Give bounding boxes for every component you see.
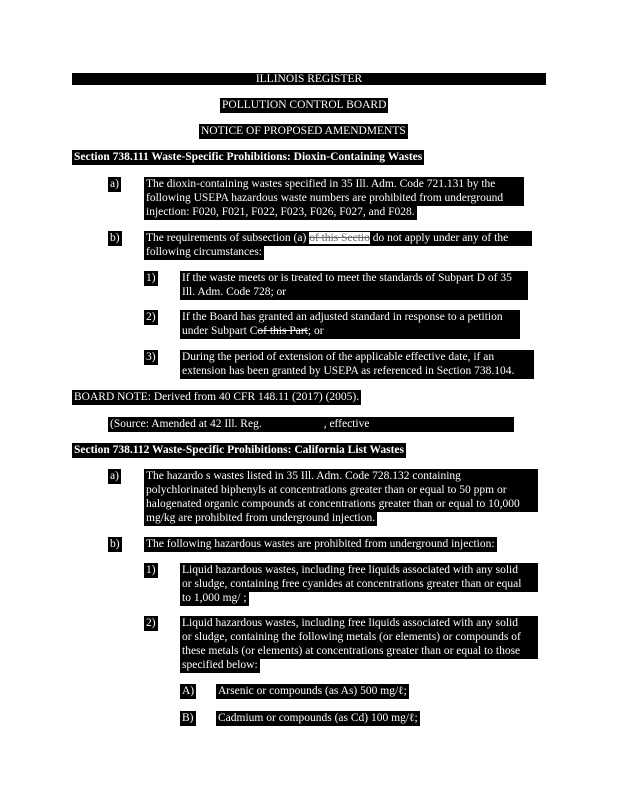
board-note: BOARD NOTE: Derived from 40 CFR 148.11 (2017) (2005). [74, 391, 360, 403]
s112-a-label: a) [110, 470, 119, 482]
s111-b1-label: 1) [146, 272, 156, 284]
s111-b-line2: following circumstances: [146, 246, 262, 258]
s112-A-label: A) [182, 685, 195, 697]
s111-a-label: a) [110, 178, 119, 190]
s112-b1-line1: Liquid hazardous wastes, including free liquids associated with any solid [180, 563, 538, 578]
s111-b2-line2-pre: under Subpart C [182, 325, 258, 337]
s112-a-line2: polychlorinated biphenyls at concentrations greater than or equal to 50 ppm or [144, 483, 538, 498]
s112-b2-line4: specified below: [182, 659, 258, 671]
s111-b-line1-struck: of this Sectio [309, 232, 370, 244]
s112-b1-label: 1) [146, 564, 156, 576]
s112-B-text: Cadmium or compounds (as Cd) 100 mg/ℓ; [218, 712, 418, 724]
s111-b2-label: 2) [146, 311, 156, 323]
s112-b2-line2: or sludge, containing the following metals (or elements) or compounds of [180, 630, 538, 645]
s111-b-line1 [144, 231, 532, 246]
s112-b2-line1: Liquid hazardous wastes, including free liquids associated with any solid [180, 616, 538, 631]
s111-b3-line2: extension has been granted by USEPA as referenced in Section 738.104. [180, 364, 534, 379]
s111-a-line1: The dioxin-containing wastes specified in 35 Ill. Adm. Code 721.131 by the [144, 177, 524, 192]
s111-b-label: b) [110, 232, 120, 244]
s112-A-text: Arsenic or compounds (as As) 500 mg/ℓ; [218, 685, 407, 697]
s112-B-label: B) [182, 712, 194, 724]
s112-b1-line3: to 1,000 mg/ ; [182, 592, 247, 604]
source-pre: (Source: Amended at 42 Ill. Reg. [110, 418, 262, 430]
s111-a-line2: following USEPA hazardous waste numbers are prohibited from underground [144, 191, 524, 206]
s111-b-line1-pre: The requirements of subsection (a) [146, 232, 307, 244]
s111-b2-line2-post: ; or [307, 325, 324, 337]
s111-a-line3: injection: F020, F021, F022, F023, F026, F027, and F028. [146, 206, 415, 218]
s111-b1-line1: If the waste meets or is treated to meet the standards of Subpart D of 35 [180, 271, 528, 286]
s111-b2-line2-struck: of this Part [257, 325, 308, 337]
s112-a-line4: mg/kg are prohibited from underground injection. [146, 512, 376, 524]
s112-b2-line3: these metals (or elements) at concentrations greater than or equal to those [180, 644, 538, 659]
s112-b2-label: 2) [146, 617, 156, 629]
s111-b2-line2 [180, 324, 520, 339]
s112-a-line3: halogenated organic compounds at concentrations greater than or equal to 10,000 [144, 497, 538, 512]
s112-b-line1: The following hazardous wastes are prohibited from underground injection: [146, 538, 495, 550]
s112-a-line1: The hazardo s wastes listed in 35 Ill. Adm. Code 728.132 containing [144, 469, 538, 484]
s111-b-line1-post: do not apply under any of the [372, 232, 509, 244]
source-end: ) [517, 418, 522, 430]
section-112-heading: Section 738.112 Waste-Specific Prohibitions: California List Wastes [74, 444, 404, 456]
source-mid: , effective [323, 418, 370, 430]
s111-b1-line2: Ill. Adm. Code 728; or [180, 285, 528, 300]
register-title: ILLINOIS REGISTER [72, 73, 546, 85]
source-note [108, 417, 522, 432]
board-title: POLLUTION CONTROL BOARD [222, 99, 387, 111]
s111-b3-line1: During the period of extension of the applicable effective date, if an [180, 350, 534, 365]
s111-b2-line1: If the Board has granted an adjusted standard in response to a petition [180, 310, 520, 325]
notice-title: NOTICE OF PROPOSED AMENDMENTS [201, 125, 406, 137]
s111-b3-label: 3) [146, 351, 156, 363]
s112-b-label: b) [110, 538, 120, 550]
section-111-heading: Section 738.111 Waste-Specific Prohibitions: Dioxin-Containing Wastes [74, 151, 423, 163]
s112-b1-line2: or sludge, containing free cyanides at concentrations greater than or equal [180, 577, 538, 592]
